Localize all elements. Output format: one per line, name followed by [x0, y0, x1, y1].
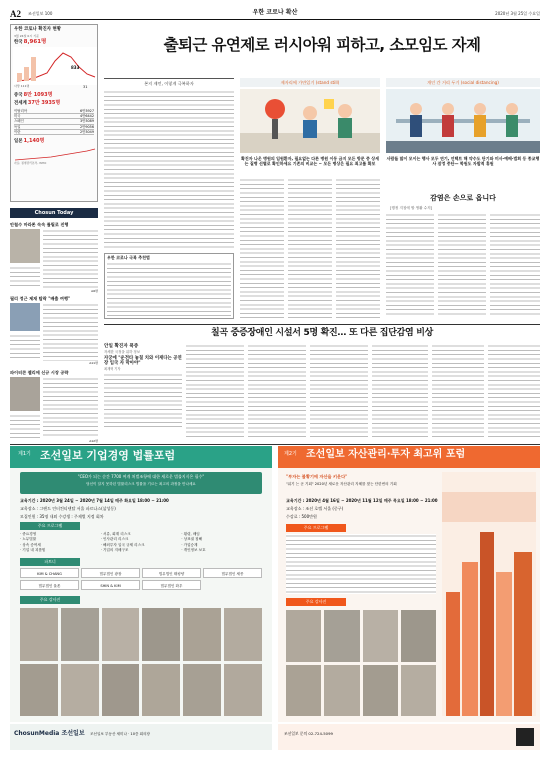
issue-date: 2020년 3월 25일 수요일: [495, 11, 540, 16]
program-item: · 기업 내 괴롭힘: [20, 548, 46, 553]
partner-logo: 법무법인 화우: [142, 580, 201, 590]
today-item[interactable]: [10, 370, 98, 444]
world-label: 전세계: [14, 101, 27, 107]
korea-chart-peak: 833: [71, 65, 80, 70]
second-col: [310, 344, 368, 438]
chosun-logo: ChosunMedia 조선일보: [14, 730, 85, 737]
country-count: 4만6442: [79, 114, 94, 119]
sidebar: [10, 24, 98, 444]
ad-right-period: 교육기간 : 2020년 4월 16일 ~ 2020년 11월 12일 매주 목요일 18:00 ~ 21:00: [286, 498, 438, 503]
ad-right[interactable]: [278, 446, 540, 722]
speaker-photo: [183, 608, 221, 661]
ad-right-tagline2: "위기 는 곧 기회" 2020년 새로운 자산관리 지혜를 찾는 단한번의 기회: [286, 482, 397, 486]
stats-panel: [10, 24, 98, 202]
illustration-social-distancing: [386, 89, 540, 153]
speaker-grid: [286, 610, 436, 716]
country-name: 스페인: [14, 119, 24, 124]
footer-right-text: 조선일보 문의 02-724-5099: [284, 731, 333, 736]
person-photo: [10, 377, 40, 411]
country-table: [14, 109, 94, 135]
second-col: [186, 344, 244, 438]
ad-right-title: 조선일보 자산관리·투자 최고위 포럼: [306, 449, 466, 460]
today-headline: 필리 정근 제재 탈락 "배출 여행": [10, 296, 71, 301]
chosun-today-banner: Chosun Today: [10, 208, 98, 218]
col1-subhead: 본지 제언, 이렇게 극복하자: [104, 78, 234, 87]
qr-code-icon[interactable]: [516, 728, 534, 746]
second-side: [104, 344, 182, 438]
program-item: · 인사관리 리스크: [100, 537, 129, 542]
today-text: [43, 229, 98, 289]
divider: [104, 324, 540, 325]
second-col: [488, 344, 540, 438]
speaker-photo: [224, 664, 262, 717]
section-title: 우한 코로나 확산: [252, 9, 298, 16]
ad-left-period: 교육기간 : 2020년 3월 24일 ~ 2020년 7월 14일 매주 화요일 18:00 ~ 21:00: [20, 498, 169, 503]
country-name: 이란: [14, 129, 21, 134]
speaker-photo: [183, 664, 221, 717]
country-count: 2만9056: [79, 124, 94, 129]
japan-trend-chart: [13, 146, 97, 162]
article-col2c: [336, 178, 380, 318]
today-text: [43, 377, 98, 439]
speaker-photo: [224, 608, 262, 661]
recommend-box: [104, 253, 234, 319]
column-text-b: [438, 213, 486, 318]
today-headline: 안철수 마라톤 속속 틀릴로 진행: [10, 222, 69, 227]
today-text: [43, 303, 98, 361]
ad-left-program-list: [20, 532, 262, 553]
korea-total: 8,961명: [23, 39, 47, 46]
ad-left[interactable]: [10, 446, 272, 722]
program-item: · 중요경영: [20, 532, 37, 536]
korea-chart-low: 31: [83, 85, 88, 89]
country-name: 이탈리아: [14, 108, 28, 113]
program-item: · 노무법률: [20, 537, 37, 542]
ad-left-place: 교육장소 : 그랜드 인터컨티넨탈 서울 파르나스(삼성동): [20, 506, 116, 511]
second-col: [248, 344, 306, 438]
stats-subtitle: 3월 24일 0시 기준: [14, 33, 39, 38]
program-item: · 기업의 지배구조: [100, 548, 129, 553]
ad-left-target: 모집인원 : 35명 내외 수강생 : 주제별 지정 회차: [20, 514, 104, 519]
program-item: · 상속 증여세: [20, 542, 41, 547]
program-item: · 가업승계: [181, 542, 198, 547]
china-total: 8만 1093명: [23, 91, 53, 98]
korea-note: 사망 111명: [14, 84, 30, 89]
caption-social-distancing: 사람들 많이 모이는 행사 모두 연기, 언택트 해 약수도 단기와 미사·예배·법회 등 종교행사 잠정 중단— 학원도 자발적 휴원: [386, 156, 540, 166]
country-count: 6만3927: [79, 108, 94, 113]
program-item: · 상표권 침해: [181, 537, 203, 542]
speaker-photo: [61, 608, 99, 661]
table-row: [14, 130, 94, 135]
speaker-photo: [286, 665, 321, 717]
speaker-photo: [363, 665, 398, 717]
stats-source: 자료: 질병관리본부, WHO: [14, 160, 47, 165]
ad-footer-right: [278, 724, 540, 750]
recommend-box-title: 우한 코로나 극복 추천법: [107, 255, 150, 260]
second-col: [372, 344, 428, 438]
speaker-photo: [102, 664, 140, 717]
today-headline: 파이터콘 젤리에 신규 시장 공략: [10, 370, 69, 375]
partner-logo: SHIN & KIM: [81, 580, 140, 590]
paper-name: 조선일보 100: [28, 11, 53, 16]
country-name: 독일: [14, 124, 21, 129]
person-photo: [10, 229, 40, 263]
speaker-photo: [401, 665, 436, 717]
page-header: [10, 8, 540, 20]
col2-subhead: 제자리에 가만있기 (stand still): [240, 78, 380, 87]
ad-left-speakers-title: 주요 강사진: [20, 596, 80, 604]
partner-logo: KIM & CHANG: [20, 568, 79, 578]
ad-left-program-title: 주요 프로그램: [20, 522, 80, 530]
second-col: [432, 344, 484, 438]
program-item: · 해외투자 입국 규제 리스크: [100, 542, 145, 547]
city-skyline-illustration: [442, 472, 536, 716]
korea-label: 한국: [14, 40, 23, 46]
second-side-title: 안일 확진자 폭증: [104, 344, 139, 349]
speaker-photo: [142, 664, 180, 717]
ad-left-round: 제1기: [18, 451, 31, 457]
article-col2b: [288, 178, 332, 318]
page-ref: A11면: [89, 361, 98, 366]
main-headline: 출퇴근 유연제로 러시아워 피하고, 소모임도 자제: [163, 36, 481, 54]
ad-right-round: 제2기: [284, 451, 297, 457]
speaker-photo: [20, 664, 58, 717]
page-ref: A6면: [91, 289, 98, 294]
china-label: 중국: [14, 92, 23, 98]
ad-right-tagline: "부자는 불황기에 자산을 키운다": [286, 474, 348, 479]
ad-left-tagline: "CEO가 되는 순간 7700 여개 처벌조항에 대한 새로운 법률지식은 필수": [77, 474, 205, 479]
partner-logo: 법무법인 태평양: [142, 568, 201, 578]
column-text-a: [386, 213, 434, 318]
page-ref: A12면: [89, 439, 98, 444]
korea-trend-chart: [13, 47, 97, 85]
ad-right-program-list: [286, 534, 436, 594]
col3-subhead: 개인 간 거리 두기 (social distancing): [386, 78, 540, 87]
second-headline: 칠곡 중증장애인 시설서 5명 확진… 또 다른 집단감염 비상: [211, 328, 433, 338]
partner-logo: 법무법인 세종: [203, 568, 262, 578]
page-number: A2: [10, 9, 21, 19]
partner-logo: 법무법인 율촌: [20, 580, 79, 590]
partner-logo: 법무법인 광장: [81, 568, 140, 578]
japan-label: 일본: [14, 139, 23, 145]
today-item[interactable]: [10, 222, 98, 294]
speaker-grid: [20, 608, 262, 716]
footer-left-text: 조선일보 부동산 세미나 · 10층 회의장: [90, 732, 151, 736]
speaker-photo: [20, 608, 58, 661]
ad-left-title: 조선일보 기업경영 법률포럼: [40, 449, 176, 462]
ad-footer-left: [10, 724, 272, 750]
article-col1: [104, 90, 234, 250]
today-item[interactable]: [10, 296, 98, 366]
ad-left-tagline2: 당신이 알지 못하던 법률리스크 법률을 기르는 최고의 과정을 만나세요: [86, 482, 196, 486]
japan-total: 1,140명: [23, 138, 45, 145]
ad-right-speakers-title: 주요 강사진: [286, 598, 346, 606]
ad-left-partners-title: 파트너: [20, 558, 80, 566]
partner-logos: [20, 568, 262, 590]
illustration-stand-still: [240, 89, 380, 153]
program-item: · 개인정보 보호: [181, 548, 206, 553]
country-count: 2만3049: [79, 129, 94, 134]
second-side-sub: 자세한 국정을 위하 정보: [104, 349, 140, 354]
speaker-photo: [401, 610, 436, 662]
stats-title: 우한 코로나 확진자 현황: [14, 27, 62, 32]
speaker-photo: [61, 664, 99, 717]
world-total: 37만 3935명: [27, 100, 61, 107]
program-item: · 횡령, 배임: [181, 532, 200, 536]
country-name: 미국: [14, 114, 21, 119]
speaker-photo: [102, 608, 140, 661]
ad-right-place: 교육장소 : 조선 호텔 서울 (중구): [286, 506, 344, 511]
ad-right-program-title: 주요 프로그램: [286, 524, 346, 532]
speaker-photo: [324, 610, 359, 662]
program-item: · 서류, 회계 리스크: [100, 532, 131, 536]
column-label: [행정 지침에 할 생활 수칙]: [390, 206, 433, 210]
speaker-photo: [363, 610, 398, 662]
column-title: 감염은 손으로 옵니다: [430, 194, 496, 202]
speaker-photo: [286, 610, 321, 662]
column-text-c: [490, 213, 540, 318]
speaker-photo: [324, 665, 359, 717]
second-side-title2: 자궁에 "운전타 놓칠 치와 이재다는 공연장 입국 자 막아야": [104, 355, 182, 367]
ship-photo: [10, 303, 40, 331]
speaker-photo: [142, 608, 180, 661]
article-col2a: [240, 178, 284, 318]
country-count: 3만3089: [79, 119, 94, 124]
second-side-author: 최재혁 기자: [104, 366, 121, 371]
caption-stand-still: 확진자 나온 병원의 입원환자, 필요없는 다른 병원 이동 금지 모든 방문 중 상세는 질병 선별로 확인하세요 기존의 비교는 ~ 모든 병상은 필요 최고를 확보: [240, 156, 379, 166]
ad-right-fee: 수강료 : 500만원: [286, 514, 317, 519]
